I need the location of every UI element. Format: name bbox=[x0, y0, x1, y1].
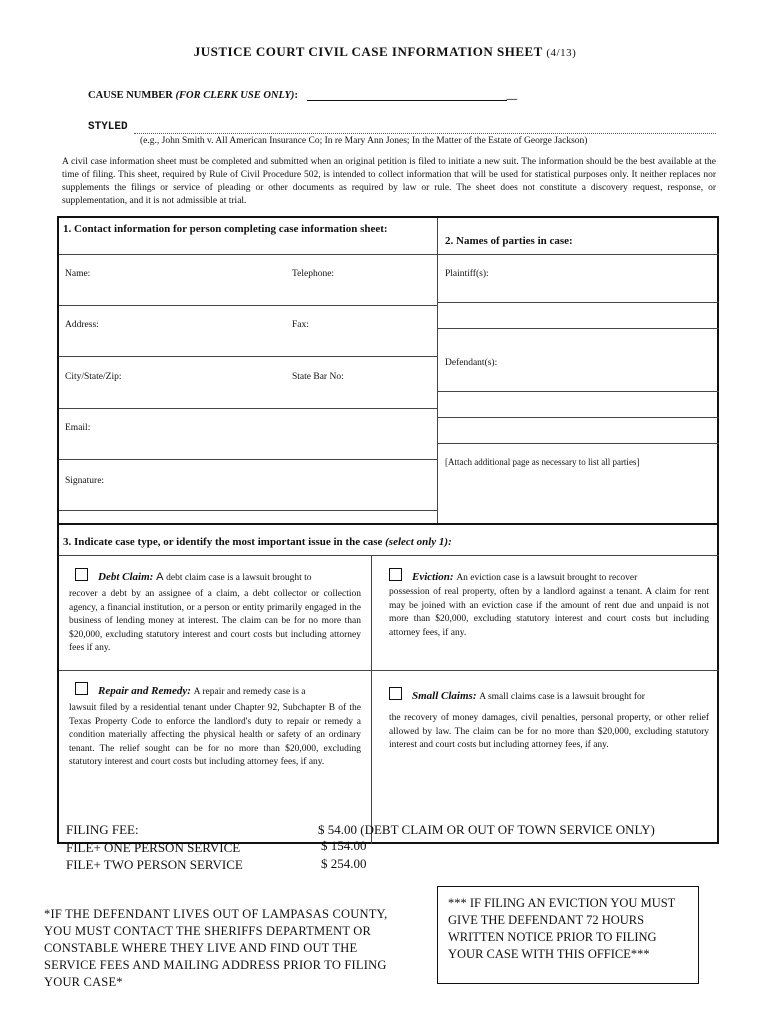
cause-number-label: CAUSE NUMBER bbox=[88, 90, 173, 101]
eviction-first: An eviction case is a lawsuit brought to recover bbox=[456, 573, 638, 583]
section-divider bbox=[437, 218, 438, 523]
small-claims-text: the recovery of money damages, civil penalties, personal property, or other relief allowed by law. The claim can be for no more than $20,000, excluding statutory interest and court costs but including attorney fees, if any. bbox=[389, 713, 709, 750]
cause-number-row bbox=[88, 90, 517, 101]
defendant-line-3[interactable] bbox=[437, 443, 719, 444]
cause-number-note: (FOR CLERK USE ONLY) bbox=[175, 90, 295, 101]
attach-note: [Attach additional page as necessary to list all parties] bbox=[445, 457, 640, 467]
address-line[interactable] bbox=[59, 356, 437, 357]
section3-mid-line bbox=[59, 670, 719, 671]
section3-title bbox=[63, 535, 452, 549]
eviction-option[interactable] bbox=[389, 568, 637, 583]
intro-paragraph: A civil case information sheet must be completed and submitted when an original petition is filed to initiate a new suit. The information should be the best available at the time of filing. This sheet, required by Rule of Civil Procedure 502, is intended to collect information that will be used for statistical purposes only. It neither replaces nor supplements the filings or service of pleading or other documents as required by law or rule. The sheet does not constitute a discovery request, response, or supplementation, and it is not admissible at trial. bbox=[62, 157, 716, 206]
one-person-label: FILE+ ONE PERSON SERVICE bbox=[66, 840, 241, 855]
plaintiff-line-1[interactable] bbox=[437, 302, 719, 303]
email-line[interactable] bbox=[59, 459, 437, 460]
debt-claim-checkbox[interactable] bbox=[75, 568, 88, 581]
telephone-label: Telephone: bbox=[292, 269, 335, 279]
small-claims-name: Small Claims: bbox=[412, 690, 477, 702]
cause-number-field[interactable] bbox=[307, 90, 507, 101]
repair-remedy-text: lawsuit filed by a residential tenant under Chapter 92, Subchapter B of the Texas Property Code to enforce the landlord's duty to repair or remedy a condition materially affecting the physical health or safety of an ordinary tenant. The relief sought can be for no more than $20,000, excluding statutory interest and court costs but including attorney fees, if any. bbox=[69, 703, 361, 767]
signature-label: Signature: bbox=[65, 476, 105, 486]
styled-field[interactable] bbox=[134, 133, 716, 134]
filing-fee-label: FILING FEE: bbox=[66, 822, 139, 837]
eviction-notice-box: *** IF FILING AN EVICTION YOU MUST GIVE THE DEFENDANT 72 HOURS WRITTEN NOTICE PRIOR TO FILING YOUR CASE WITH THIS OFFICE*** bbox=[437, 886, 699, 984]
address-label: Address: bbox=[65, 320, 99, 330]
cause-colon: : bbox=[294, 90, 298, 101]
section3-divider bbox=[371, 555, 372, 844]
two-person-label: FILE+ TWO PERSON SERVICE bbox=[66, 857, 243, 872]
defendants-label: Defendant(s): bbox=[445, 358, 498, 368]
styled-label: STYLED bbox=[88, 121, 128, 133]
plaintiffs-label: Plaintiff(s): bbox=[445, 269, 489, 279]
s1-header-line bbox=[59, 254, 437, 255]
fax-label: Fax: bbox=[292, 320, 309, 330]
section3-top-line bbox=[59, 523, 719, 525]
name-label: Name: bbox=[65, 269, 91, 279]
cause-trail: __ bbox=[506, 90, 518, 101]
out-of-county-notice: *IF THE DEFENDANT LIVES OUT OF LAMPASAS COUNTY, YOU MUST CONTACT THE SHERIFFS DEPARTMENT OR CONSTABLE WHERE THEY LIVE AND FIND OUT THE SERVICE FEES AND MAILING ADDRESS PRIOR TO FILING YOUR CASE* bbox=[44, 907, 388, 989]
plaintiff-line-2[interactable] bbox=[437, 328, 719, 329]
debt-claim-text: recover a debt by an assignee of a claim, a debt collector or collection agency, a financial institution, or a person or entity primarily engaged in the business of lending money at interest. The claim can be for no more than $20,000, excluding statutory interest and court costs but including attorney fees if any. bbox=[69, 589, 361, 653]
form-version: (4/13) bbox=[546, 47, 577, 59]
filing-fee-value: $ 54.00 bbox=[318, 822, 357, 837]
filing-fee-note: (DEBT CLAIM OR OUT OF TOWN SERVICE ONLY) bbox=[360, 822, 655, 837]
repair-remedy-first: A repair and remedy case is a bbox=[193, 687, 306, 697]
small-claims-first: A small claims case is a lawsuit brought for bbox=[479, 692, 645, 702]
section2-title: 2. Names of parties in case: bbox=[445, 235, 573, 247]
filing-fee-amount bbox=[318, 822, 655, 838]
debt-claim-option[interactable] bbox=[75, 568, 312, 583]
small-claims-option[interactable] bbox=[389, 687, 645, 702]
name-line[interactable] bbox=[59, 305, 437, 306]
debt-claim-name: Debt Claim: bbox=[98, 571, 154, 583]
one-person-amount: $ 154.00 bbox=[321, 838, 367, 853]
eviction-name: Eviction: bbox=[412, 571, 454, 583]
small-claims-checkbox[interactable] bbox=[389, 687, 402, 700]
section3-header-line bbox=[59, 555, 719, 556]
two-person-amount: $ 254.00 bbox=[321, 856, 367, 871]
email-label: Email: bbox=[65, 423, 91, 433]
form-title bbox=[0, 44, 770, 60]
styled-example: (e.g., John Smith v. All American Insurance Co; In re Mary Ann Jones; In the Matter of the Estate of George Jackson) bbox=[140, 136, 588, 146]
repair-remedy-checkbox[interactable] bbox=[75, 682, 88, 695]
section3-title-note: (select only 1): bbox=[385, 536, 452, 548]
city-line[interactable] bbox=[59, 408, 437, 409]
bar-label: State Bar No: bbox=[292, 372, 344, 382]
debt-claim-lead: A bbox=[156, 571, 164, 583]
s2-header-line bbox=[437, 254, 719, 255]
eviction-checkbox[interactable] bbox=[389, 568, 402, 581]
case-info-box bbox=[57, 216, 719, 844]
eviction-text: possession of real property, often by a landlord against a tenant. A claim for rent may be joined with an eviction case if the amount of rent due and unpaid is not more than $20,000, excluding statutory interest and court costs but including attorney fees, if any. bbox=[389, 587, 709, 638]
repair-remedy-name: Repair and Remedy: bbox=[98, 685, 191, 697]
section1-title: 1. Contact information for person completing case information sheet: bbox=[63, 223, 388, 235]
title-text: JUSTICE COURT CIVIL CASE INFORMATION SHEET bbox=[193, 44, 543, 59]
debt-claim-first: debt claim case is a lawsuit brought to bbox=[166, 573, 312, 583]
repair-remedy-option[interactable] bbox=[75, 682, 305, 697]
defendant-line-1[interactable] bbox=[437, 391, 719, 392]
section3-title-text: 3. Indicate case type, or identify the most important issue in the case bbox=[63, 536, 383, 548]
city-label: City/State/Zip: bbox=[65, 372, 122, 382]
signature-line[interactable] bbox=[59, 510, 437, 511]
defendant-line-2[interactable] bbox=[437, 417, 719, 418]
